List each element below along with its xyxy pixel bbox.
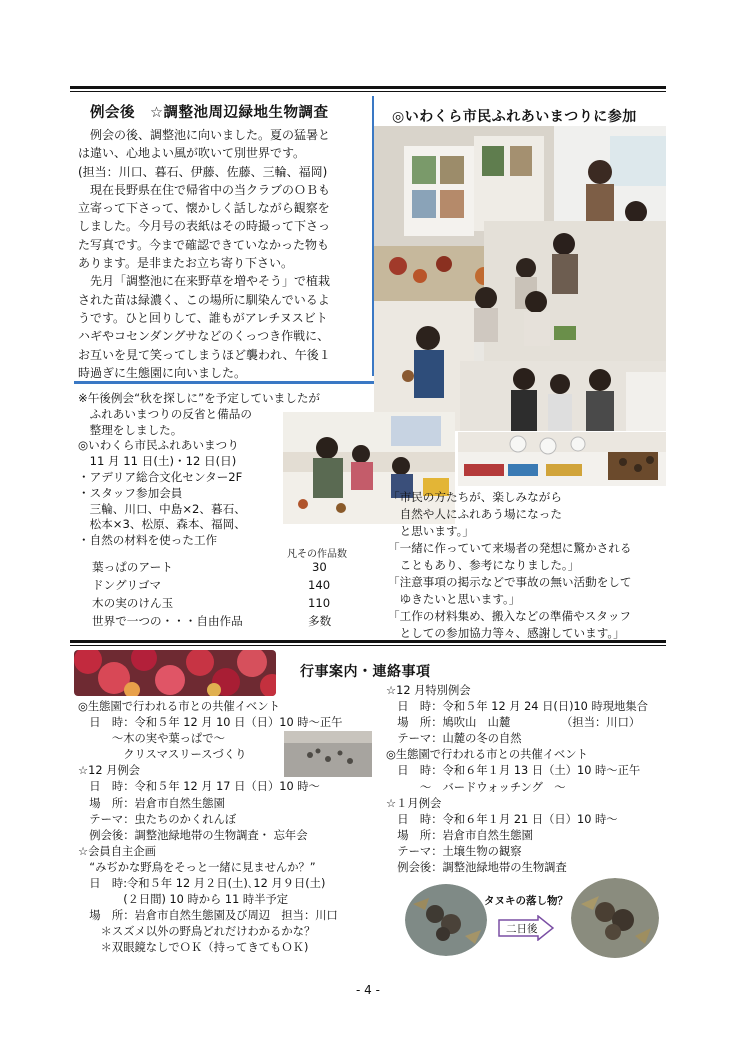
works-row (78, 560, 378, 578)
works-row (78, 578, 378, 596)
craft-table-photo (458, 432, 666, 486)
top-rule (70, 86, 666, 92)
tanuki-label: タヌキの落し物？ (484, 895, 568, 907)
section2-title: ◎いわくら市民ふれあいまつりに参加 (392, 109, 637, 125)
two-days-later-arrow (498, 915, 554, 941)
tanuki-droppings-photo-after (571, 878, 659, 958)
work-name: 世界で一つの・・・自由作品 (92, 614, 243, 628)
festival-photo-collage (374, 126, 666, 431)
participant-quotes: 「市民の方たちが、楽しみながら 自然や人にふれあう場になった と思います。」 「一緒に作っていて来場者の発想に驚かされる こともあり、参考になりました。」 「注意事項の掲示などで事故の無い活動をして ゆきたいと思います。」 「工作の材料集め、搬入などの準備やスタッフ としての参加協力等々、感謝しています。」 (388, 490, 632, 640)
schedule-left-column: ◎生態園で行われる市との共催イベント 日 時：令和５年 12 月 10 日（日）10 時～正午 ～木の実や葉っぱで～ クリスマスリースづくり ☆12 月例会 日 時：令和５年 12 月 17 日（日）10 時～ 場 所：岩倉市自然生態園 テーマ：虫たちのかくれんぼ 例会後：調整池緑地帯の生物調査・ 忘年会 ☆会員自主企画 “みぢかな野鳥をそっと一緒に見ませんか？” 日 時:令和５年 12 月２日(土)､12 月９日(土) (２日間) 10 時から 11 時半予定 場 所：岩倉市自然生態園及び周辺 担当：川口 ＊スズメ以外の野鳥どれだけわかるかな？ ＊双眼鏡なしでＯＫ（持ってきてもＯＫ) (78, 700, 343, 955)
festival-report-text: ※午後例会“秋を探しに”を予定していましたが ふれあいまつりの反省と備品の 整理をしました。 ◎いわくら市民ふれあいまつり 11 月 11 日(土)・12 日(日) ・アデリア総合文化センター2F ・スタッフ参加会員 三輪、川口、中島×2、暮石、 松本×3、松原、森本、福岡、 ・自然の材料を使った工作 (78, 391, 321, 548)
works-row (78, 596, 378, 614)
work-name: 葉っぱのアート (92, 560, 173, 574)
page-number: - 4 - (356, 983, 380, 997)
two-days-label: 二日後 (506, 923, 538, 935)
works-row (78, 614, 378, 632)
schedule-title: 行事案内・連絡事項 (300, 664, 431, 680)
middle-rule (70, 640, 666, 646)
section1-body: 例会の後、調整池に向いました。夏の猛暑と は違い、心地よい風が吹いて別世界です。 (担当：川口、暮石、伊藤、佐藤、三輪、福岡) 現在長野県在住で帰省中の当クラブのＯＢも 立寄って下さって、懐かしく話しながら観察を しました。今月号の表紙はその時撮って下さっ た写真です。今まで確認できていなかった物も あります。是非またお立ち寄り下さい。 先月「調整池に在来野草を増やそう」で植栽 された苗は緑濃く、この場所に馴染んでいるよ うです。ひと回りして、誰もがアレチヌスビト ハギやコセンダングサなどのくっつき作戦に、 お互いを見て笑ってしまうほど襲われ、午後１ 時過ぎに生態園に向いました。 (78, 128, 331, 380)
tanuki-droppings-photo-before (405, 884, 487, 956)
works-table (78, 560, 378, 632)
animal-tracks-photo (284, 731, 372, 777)
work-count: 140 (308, 578, 331, 592)
section1-title: 例会後 ☆調整池周辺緑地生物調査 (90, 105, 329, 121)
schedule-right-column: ☆12 月特別例会 日 時：令和５年 12 月 24 日(日)10 時現地集合 場 所：鳩吹山 山麓 （担当：川口） テーマ：山麓の冬の自然 ◎生態園で行われる市との共催イベント 日 時：令和６年１月 13 日（土）10 時～正午 ～ バードウォッチング ～ ☆１月例会 日 時：令和６年１月 21 日（日）10 時～ 場 所：岩倉市自然生態園 テーマ：土壌生物の観察 例会後：調整池緑地帯の生物調査 (386, 684, 648, 875)
work-count: 110 (308, 596, 331, 610)
maple-leaves-photo (74, 650, 276, 696)
work-name: 木の実のけん玉 (92, 596, 174, 610)
work-name: ドングリゴマ (92, 578, 162, 592)
work-count: 多数 (308, 614, 332, 628)
works-count-header: 凡その作品数 (287, 549, 347, 560)
work-count: 30 (312, 560, 327, 574)
section1-divider (74, 381, 374, 384)
